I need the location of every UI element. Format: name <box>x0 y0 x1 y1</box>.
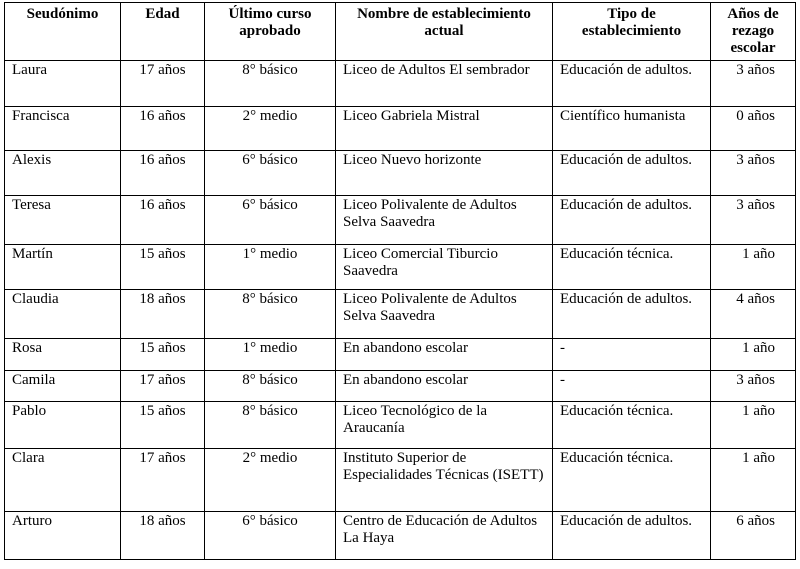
cell-edad: 17 años <box>121 449 205 512</box>
cell-tipo: - <box>553 371 711 402</box>
cell-curso: 2° medio <box>205 107 336 151</box>
cell-establecimiento: Liceo Polivalente de Adultos Selva Saavedra <box>336 196 553 245</box>
cell-seudonimo: Clara <box>5 449 121 512</box>
cell-edad: 16 años <box>121 107 205 151</box>
cell-edad: 16 años <box>121 196 205 245</box>
cell-curso: 2° medio <box>205 449 336 512</box>
table-row <box>5 245 796 290</box>
cell-curso: 8° básico <box>205 402 336 449</box>
cell-rezago: 1 año <box>711 339 796 371</box>
header-ultimo-curso: Último curso aprobado <box>205 3 336 61</box>
table-row <box>5 512 796 560</box>
students-table <box>4 2 796 560</box>
cell-edad: 15 años <box>121 402 205 449</box>
cell-edad: 18 años <box>121 290 205 339</box>
cell-tipo: Educación técnica. <box>553 245 711 290</box>
cell-establecimiento: En abandono escolar <box>336 371 553 402</box>
cell-establecimiento: Centro de Educación de Adultos La Haya <box>336 512 553 560</box>
cell-seudonimo: Laura <box>5 61 121 107</box>
header-establecimiento: Nombre de establecimiento actual <box>336 3 553 61</box>
cell-edad: 15 años <box>121 245 205 290</box>
header-tipo: Tipo de establecimiento <box>553 3 711 61</box>
table-row <box>5 151 796 196</box>
cell-rezago: 3 años <box>711 196 796 245</box>
cell-seudonimo: Francisca <box>5 107 121 151</box>
cell-tipo: - <box>553 339 711 371</box>
cell-edad: 18 años <box>121 512 205 560</box>
cell-establecimiento: Liceo Comercial Tiburcio Saavedra <box>336 245 553 290</box>
cell-tipo: Educación de adultos. <box>553 290 711 339</box>
cell-rezago: 0 años <box>711 107 796 151</box>
cell-establecimiento: Instituto Superior de Especialidades Técnicas (ISETT) <box>336 449 553 512</box>
table-row <box>5 196 796 245</box>
cell-tipo: Educación de adultos. <box>553 61 711 107</box>
cell-curso: 1° medio <box>205 245 336 290</box>
cell-rezago: 3 años <box>711 371 796 402</box>
cell-curso: 6° básico <box>205 512 336 560</box>
cell-rezago: 1 año <box>711 449 796 512</box>
cell-edad: 16 años <box>121 151 205 196</box>
cell-rezago: 6 años <box>711 512 796 560</box>
table-row <box>5 61 796 107</box>
cell-curso: 6° básico <box>205 151 336 196</box>
cell-tipo: Científico humanista <box>553 107 711 151</box>
cell-seudonimo: Martín <box>5 245 121 290</box>
header-edad: Edad <box>121 3 205 61</box>
cell-seudonimo: Alexis <box>5 151 121 196</box>
header-row <box>5 3 796 61</box>
cell-edad: 17 años <box>121 61 205 107</box>
table-row <box>5 290 796 339</box>
cell-tipo: Educación técnica. <box>553 449 711 512</box>
cell-curso: 8° básico <box>205 371 336 402</box>
table-row <box>5 339 796 371</box>
cell-edad: 17 años <box>121 371 205 402</box>
header-rezago: Años de rezago escolar <box>711 3 796 61</box>
cell-seudonimo: Teresa <box>5 196 121 245</box>
cell-tipo: Educación de adultos. <box>553 196 711 245</box>
cell-establecimiento: Liceo Gabriela Mistral <box>336 107 553 151</box>
cell-seudonimo: Camila <box>5 371 121 402</box>
cell-rezago: 4 años <box>711 290 796 339</box>
cell-tipo: Educación de adultos. <box>553 151 711 196</box>
cell-establecimiento: Liceo Polivalente de Adultos Selva Saavedra <box>336 290 553 339</box>
cell-tipo: Educación técnica. <box>553 402 711 449</box>
header-seudonimo: Seudónimo <box>5 3 121 61</box>
table-row <box>5 402 796 449</box>
table-row <box>5 449 796 512</box>
cell-establecimiento: Liceo Nuevo horizonte <box>336 151 553 196</box>
cell-establecimiento: En abandono escolar <box>336 339 553 371</box>
cell-rezago: 3 años <box>711 61 796 107</box>
table-row <box>5 107 796 151</box>
cell-rezago: 3 años <box>711 151 796 196</box>
cell-curso: 1° medio <box>205 339 336 371</box>
table-row <box>5 371 796 402</box>
cell-curso: 8° básico <box>205 290 336 339</box>
cell-seudonimo: Rosa <box>5 339 121 371</box>
cell-tipo: Educación de adultos. <box>553 512 711 560</box>
cell-rezago: 1 año <box>711 245 796 290</box>
cell-curso: 8° básico <box>205 61 336 107</box>
cell-edad: 15 años <box>121 339 205 371</box>
cell-seudonimo: Arturo <box>5 512 121 560</box>
cell-establecimiento: Liceo de Adultos El sembrador <box>336 61 553 107</box>
cell-rezago: 1 año <box>711 402 796 449</box>
cell-establecimiento: Liceo Tecnológico de la Araucanía <box>336 402 553 449</box>
cell-seudonimo: Pablo <box>5 402 121 449</box>
cell-curso: 6° básico <box>205 196 336 245</box>
cell-seudonimo: Claudia <box>5 290 121 339</box>
